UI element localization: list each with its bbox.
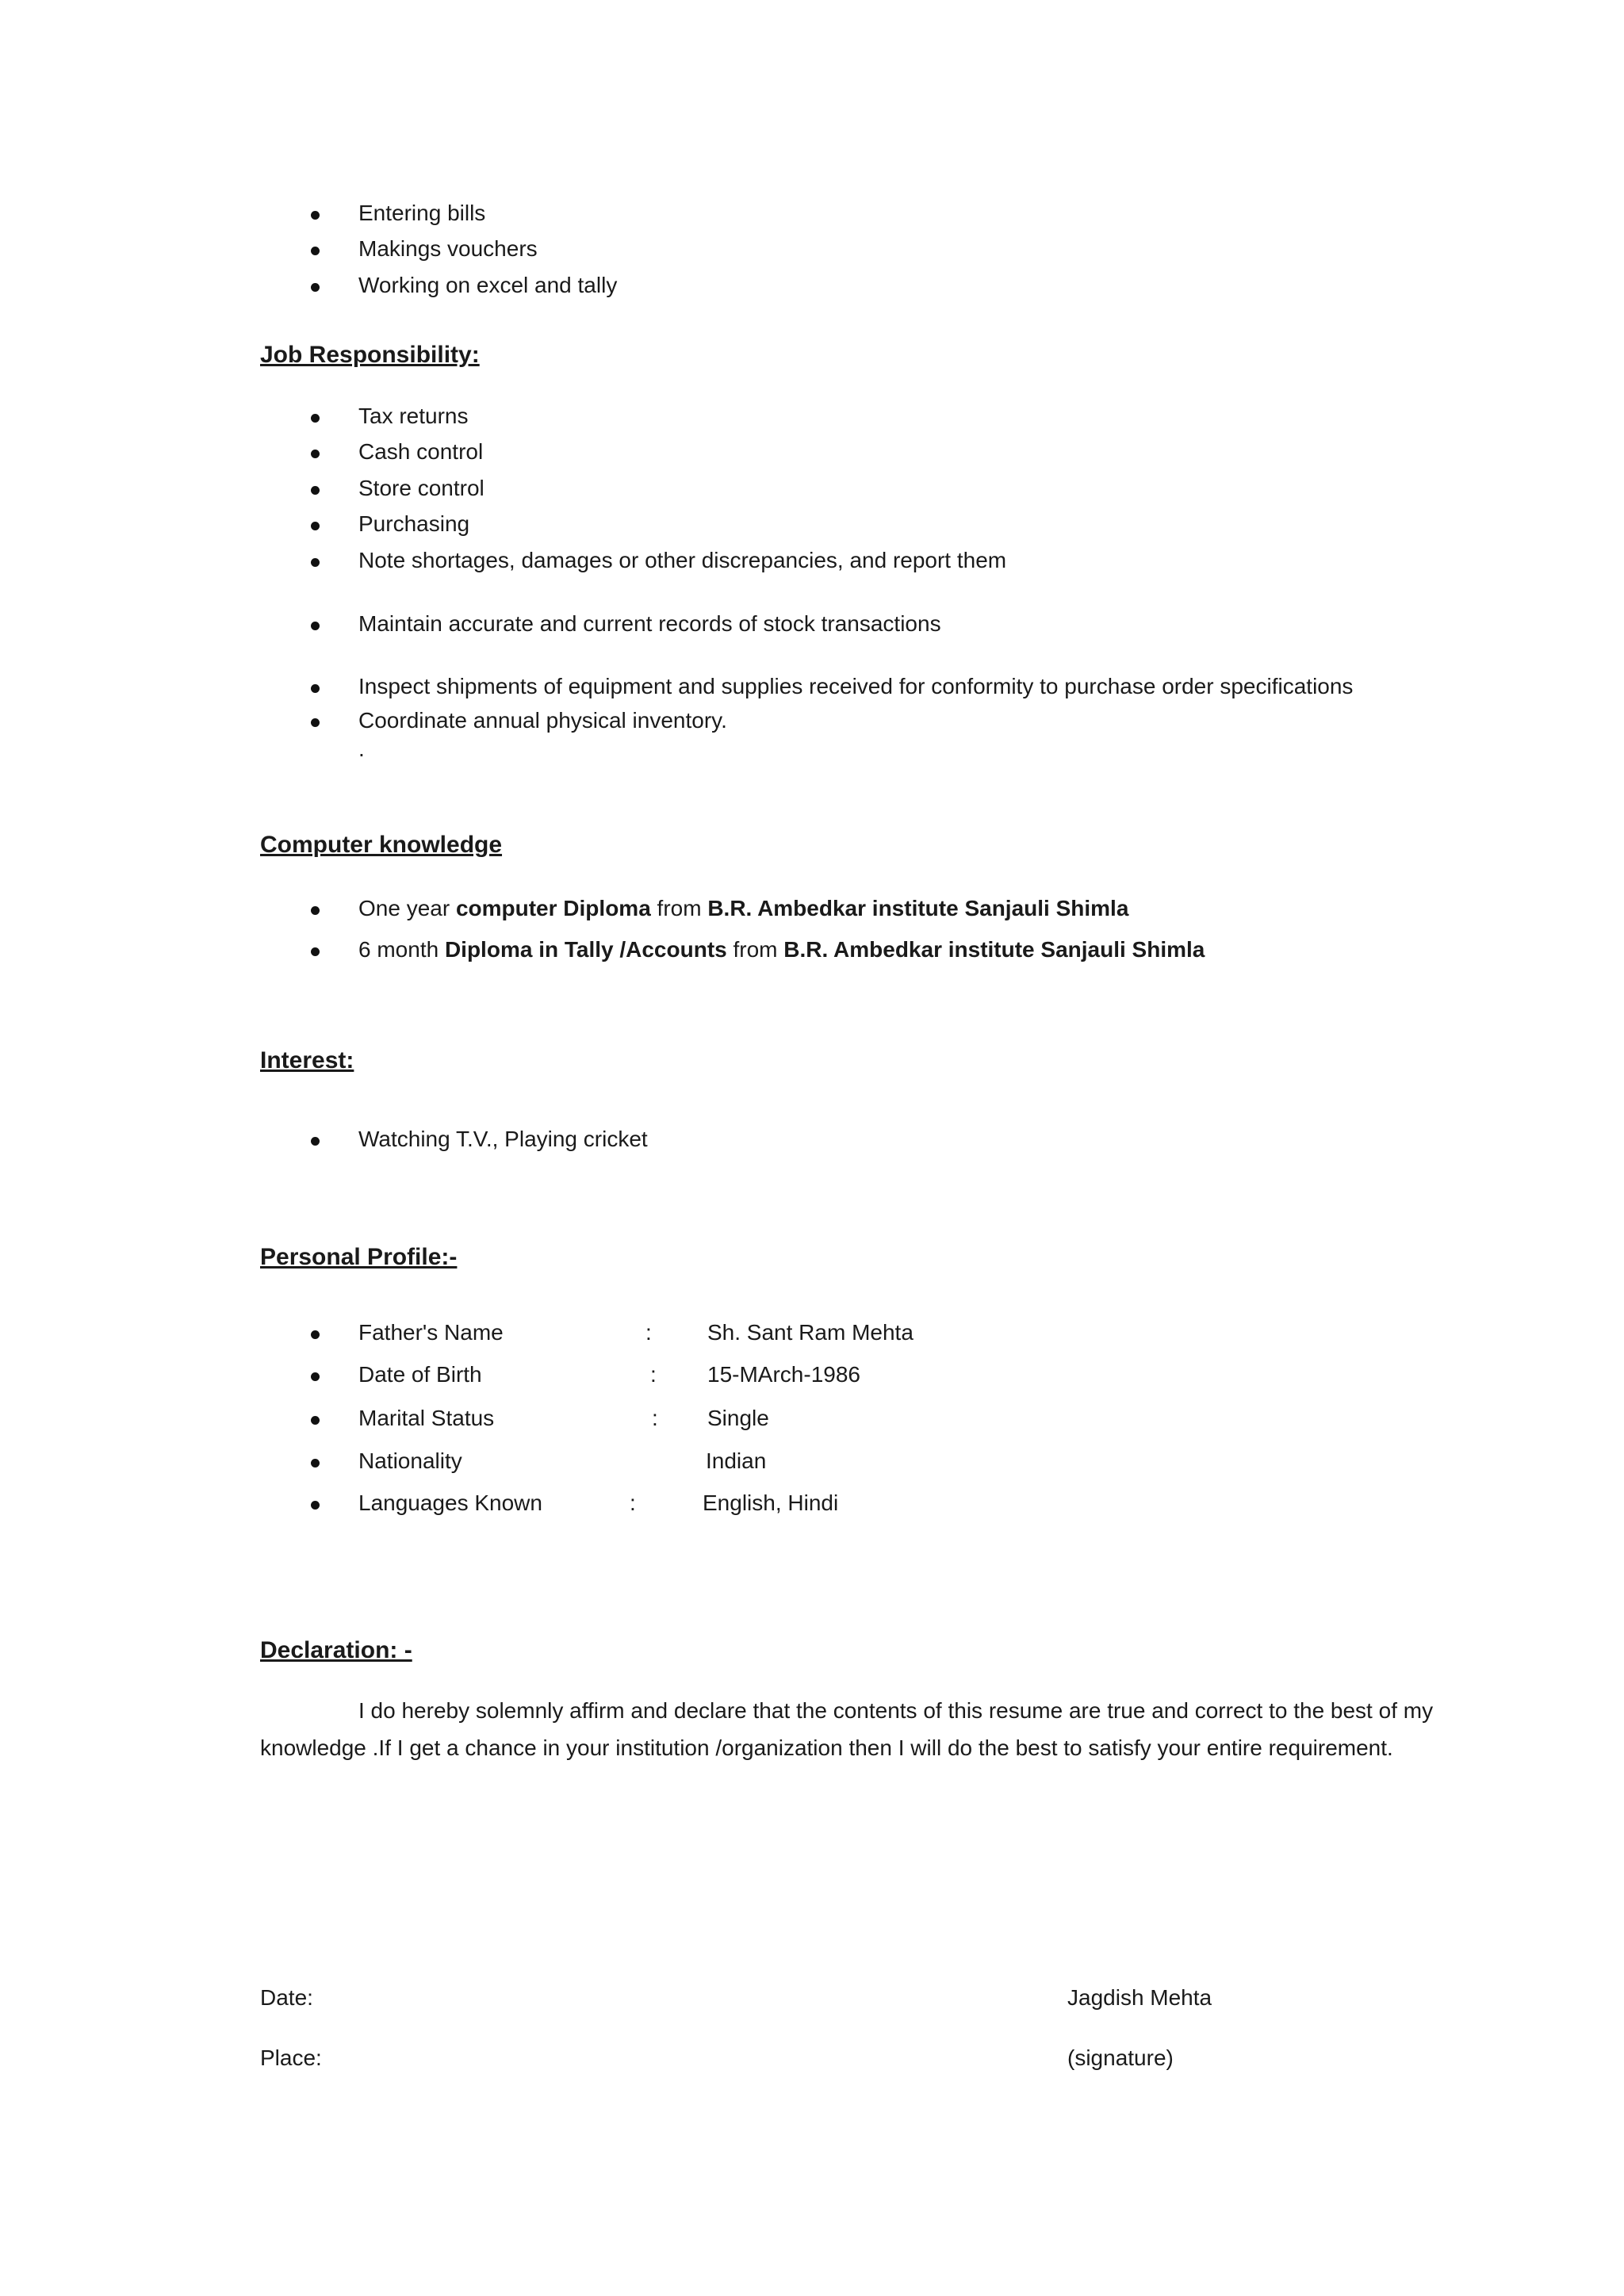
applicant-name: Jagdish Mehta [1067,1985,1212,2010]
profile-label: Languages Known [358,1490,542,1515]
bullet-icon [311,414,320,423]
responsibility-item: Inspect shipments of equipment and supplies received for conformity to purchase order specifications [358,674,1354,698]
bullet-icon [311,947,320,956]
declaration-heading: Declaration: - [260,1637,412,1663]
date-label: Date: [260,1985,313,2010]
item-bold-text: B.R. Ambedkar institute Sanjauli Shimla [707,896,1129,920]
item-bold-text: B.R. Ambedkar institute Sanjauli Shimla [783,937,1205,962]
profile-colon: : [650,1362,657,1387]
profile-colon: : [630,1490,636,1515]
item-bold-text: Diploma in Tally /Accounts [444,937,727,962]
responsibility-item: Store control [358,476,485,500]
item-text: One year [358,896,456,920]
responsibility-item: Cash control [358,439,484,464]
profile-value: 15-MArch-1986 [707,1362,860,1387]
interest-heading: Interest: [260,1047,354,1073]
personal-profile-heading: Personal Profile:- [260,1244,458,1270]
bullet-icon [311,1416,320,1425]
bullet-icon [311,247,320,255]
duty-item: Working on excel and tally [358,273,618,297]
bullet-icon [311,1459,320,1468]
bullet-icon [311,558,320,567]
interest-item: Watching T.V., Playing cricket [358,1127,648,1151]
profile-value: Single [707,1406,769,1430]
responsibility-item: Coordinate annual physical inventory. [358,708,727,733]
duty-item: Makings vouchers [358,236,538,261]
item-text: from [650,896,708,920]
profile-value: Sh. Sant Ram Mehta [707,1320,914,1345]
profile-value: Indian [706,1448,767,1473]
computer-knowledge-item [358,895,1128,922]
item-text: 6 month [358,937,445,962]
profile-label: Nationality [358,1448,462,1473]
declaration-text-line2: knowledge .If I get a chance in your institution /organization then I will do the best to satisfy your entire requirement. [260,1735,1393,1760]
bullet-icon [311,283,320,292]
responsibility-item: Purchasing [358,511,470,536]
profile-label: Father's Name [358,1320,504,1345]
bullet-icon [311,486,320,495]
bullet-icon [311,1137,320,1146]
signature-label: (signature) [1067,2045,1174,2070]
bullet-icon [311,1501,320,1510]
trailing-dot: . [358,737,365,761]
duty-item: Entering bills [358,201,486,225]
profile-colon: : [652,1406,658,1430]
profile-label: Marital Status [358,1406,495,1430]
responsibility-item: Maintain accurate and current records of stock transactions [358,611,941,636]
responsibility-item: Tax returns [358,404,469,428]
bullet-icon [311,1330,320,1339]
bullet-icon [311,450,320,458]
bullet-icon [311,906,320,915]
bullet-icon [311,1372,320,1381]
profile-label: Date of Birth [358,1362,482,1387]
computer-knowledge-item [358,936,1205,963]
bullet-icon [311,718,320,727]
bullet-icon [311,522,320,530]
job-responsibility-heading: Job Responsibility: [260,342,480,368]
profile-colon: : [645,1320,652,1345]
item-bold-text: computer Diploma [455,896,651,920]
bullet-icon [311,211,320,220]
computer-knowledge-heading: Computer knowledge [260,832,503,858]
profile-value: English, Hindi [703,1490,839,1515]
declaration-text-line1: I do hereby solemnly affirm and declare that the contents of this resume are true and correct to the best of my [358,1698,1434,1723]
place-label: Place: [260,2045,322,2070]
item-text: from [726,937,784,962]
bullet-icon [311,622,320,630]
bullet-icon [311,684,320,693]
responsibility-item: Note shortages, damages or other discrepancies, and report them [358,548,1007,572]
